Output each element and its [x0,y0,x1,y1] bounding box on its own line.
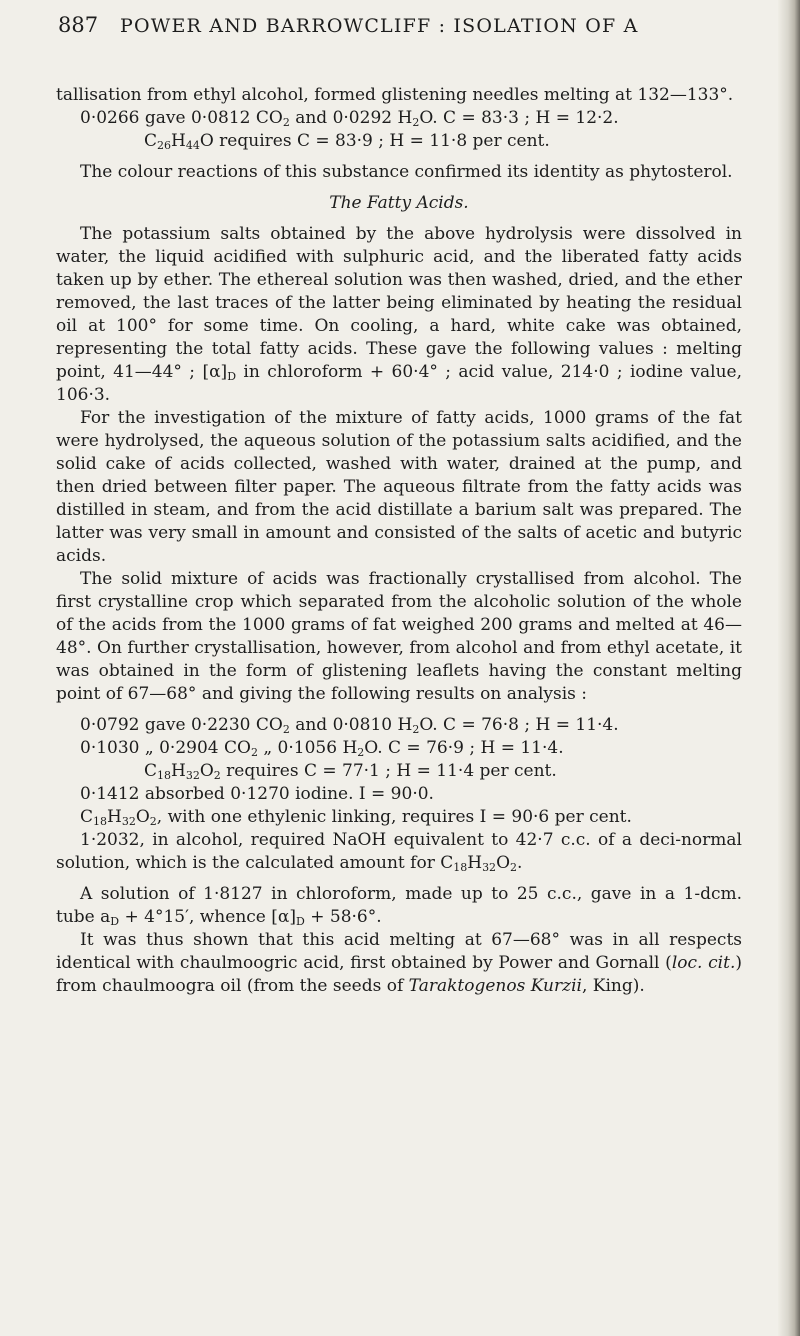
section-heading: The Fatty Acids. [329,193,469,213]
analysis-1-line-2: $C_{26}H_{44}O$ requires C = 83·9 ; H = 11·8 per cent. [144,131,550,152]
analysis-2-line-5: $C_{18}H_{32}O_2$, with one ethylenic linking, requires I = 90·6 per cent. [80,807,632,828]
colour-paragraph: The colour reactions of this substance confirmed its identity as phytosterol. [80,162,733,182]
analysis-2-line-2: 0·1030 „ 0·2904 $CO_2$ „ 0·1056 $H_2O$. C = 76·9 ; H = 11·4. [80,738,564,759]
intro-paragraph: tallisation from ethyl alcohol, formed glistening needles melting at 132—133°. [56,85,734,105]
analysis-2-line-6: 1·2032, in alcohol, required NaOH equivalent to 42·7 c.c. of a deci-normal solution, which is the calculated amount for $C_{18}H_{32}O_2$. [56,830,742,874]
fatty-acids-paragraph-3: The solid mixture of acids was fractionally crystallised from alcohol. The first crystalline crop which separated from the alcoholic solution of the whole of the acids from the 1000 grams of fat weighed 200 grams and melted at 46—48°. On further crystallisation, however, from alcohol and from ethyl acetate, it was obtained in the form of glistening leaflets having the constant melting point of 67—68° and giving the following results on analysis : [56,569,742,704]
page-edge-shadow [778,0,800,1336]
body-text [56,84,742,998]
analysis-2-line-1: 0·0792 gave 0·2230 $CO_2$ and 0·0810 $H_2O$. C = 76·8 ; H = 11·4. [80,715,619,736]
page-number: 887 [58,13,99,37]
analysis-2-line-4: 0·1412 absorbed 0·1270 iodine. I = 90·0. [80,784,434,804]
fatty-acids-paragraph-1: The potassium salts obtained by the above hydrolysis were dissolved in water, the liquid acidified with sulphuric acid, and the liberated fatty acids taken up by ether. The ethereal solution was then washed, dried, and the ether removed, the last traces of the latter being eliminated by heating the residual oil at 100° for some time. On cooling, a hard, white cake was obtained, representing the total fatty acids. These gave the following values : melting point, 41—44° ; $[\alpha]_D$ in chloroform + 60·4° ; acid value, 214·0 ; iodine value, 106·3. [56,224,742,405]
analysis-2-line-3: $C_{18}H_{32}O_2$ requires C = 77·1 ; H = 11·4 per cent. [144,761,557,782]
conclusion-paragraph: It was thus shown that this acid melting at 67—68° was in all respects identical with chaulmoogric acid, first obtained by Power and Gornall (loc. cit.) from chaulmoogra oil (from the seeds of Taraktogenos Kurzii, King). [56,930,742,996]
fatty-acids-paragraph-2: For the investigation of the mixture of fatty acids, 1000 grams of the fat were hydrolysed, the aqueous solution of the potassium salts acidified, and the solid cake of acids collected, washed with water, drained at the pump, and then dried between filter paper. The aqueous filtrate from the fatty acids was distilled in steam, and from the acid distillate a barium salt was prepared. The latter was very small in amount and consisted of the salts of acetic and butyric acids. [56,408,742,566]
page-header [58,13,758,43]
analysis-1-line-1: 0·0266 gave 0·0812 $CO_2$ and 0·0292 $H_2O$. C = 83·3 ; H = 12·2. [80,108,619,129]
rotation-paragraph: A solution of 1·8127 in chloroform, made up to 25 c.c., gave in a 1-dcm. tube $a_D + 4^\circ 15'$, whence $[\alpha]_D + 58\cdot 6^\circ$. [56,884,742,928]
running-title: POWER AND BARROWCLIFF : ISOLATION OF A [120,15,639,37]
